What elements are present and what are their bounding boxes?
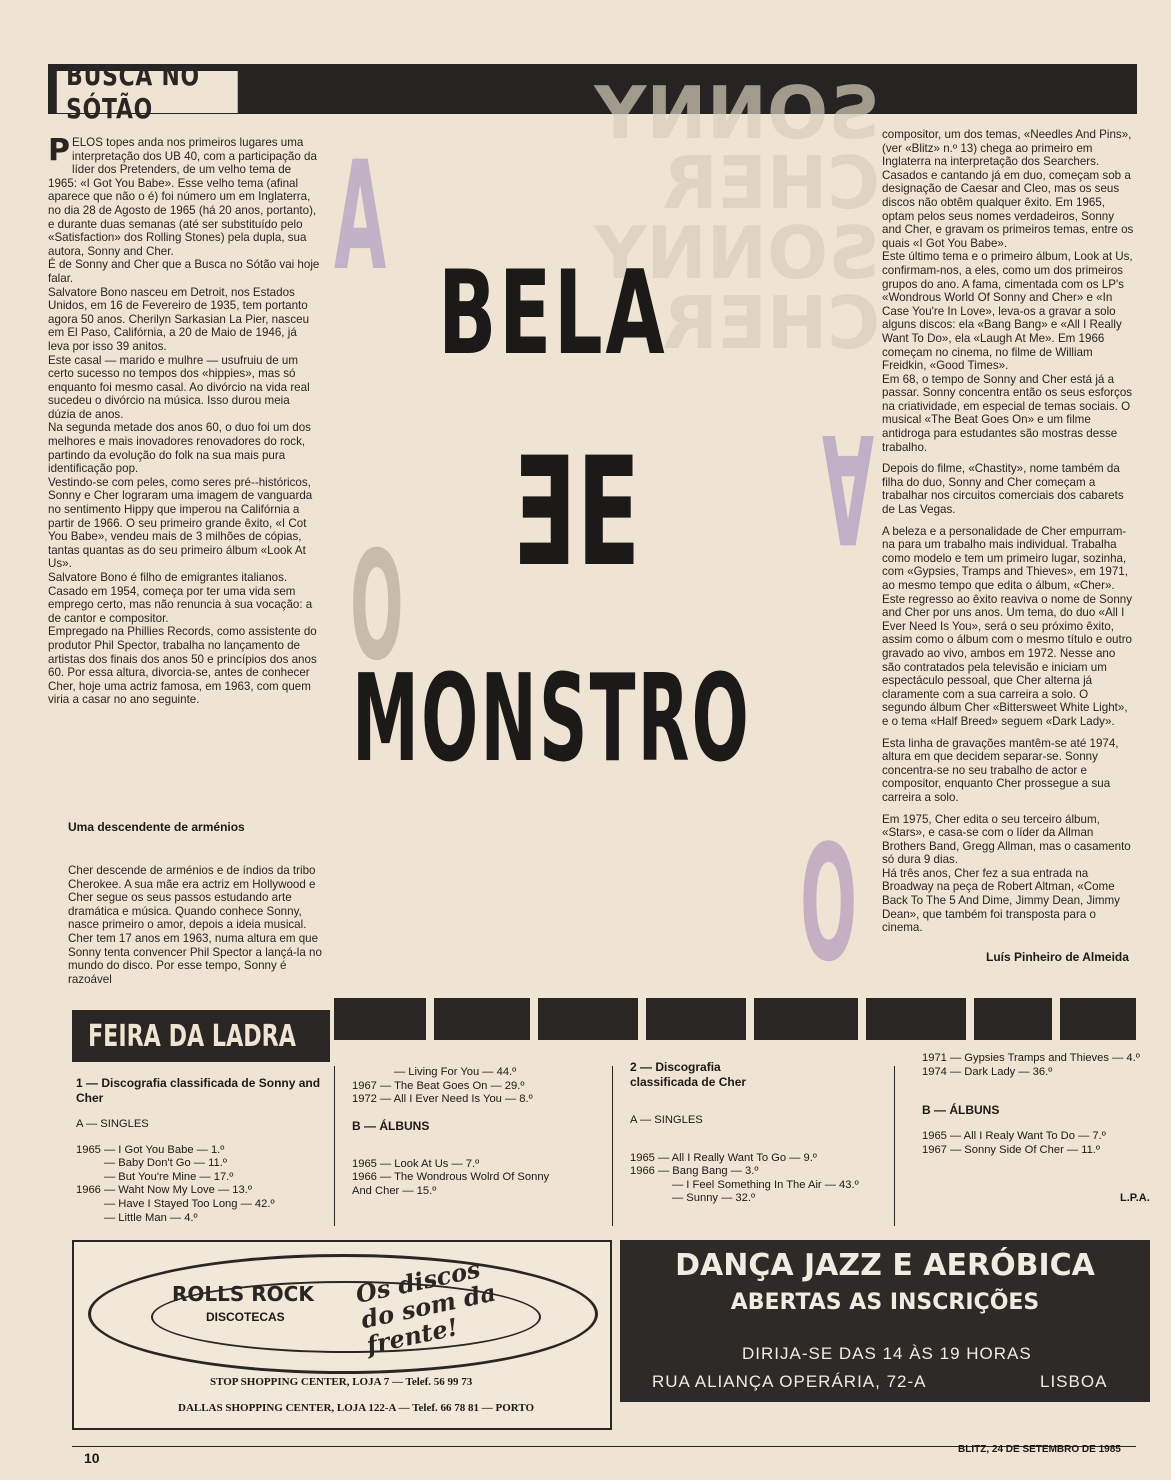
headline-monstro: MONSTRO [352,650,752,789]
discography-heading: 2 — Discografia classificada de Cher [630,1060,747,1089]
left-article-column [48,133,320,707]
discography-entry: 1972 — All I Ever Need Is You — 8.º [352,1093,533,1106]
paragraph: Salvatore Bono nasceu em Detroit, nos Estados Unidos, em 16 de Fevereiro de 1935, tem portanto agora 50 anos. Cherilyn Sarkasian La Pier, nasceu em El Paso, Califórnia, a 20 de Maio de 1946, já leva por isso 39 anitos. [48,285,310,353]
discography-column-4 [922,1052,1146,1157]
intro-paragraph [48,133,320,258]
dance-advert [620,1240,1150,1402]
paragraph: Este último tema e o primeiro álbum, Look at Us, confirmam-nos, a eles, como um dos primeiros grupos do ano. A fama, cimentada com os LP's «Wondrous World Of Sonny and Cher» e «In Case You're In Love», leva-os a gravar a solo alguns discos: ela «Bang Bang» e «All I Really Want To Do», ela «Laugh At Me». Em 1966 começam no cinema, no filme de William Freidkin, «Good Times». [882,250,1133,373]
ghost-letter-a-inverted: A [821,400,875,574]
discography-entry: — Little Man — 4.º [104,1211,198,1224]
discography-entry: 1965 — I Got You Babe — 1.º [76,1143,225,1156]
sub-article-text: Cher descende de arménios e de índios da tribo Cherokee. A sua mãe era actriz em Hollywood e Cher segue os seus passos estudando arte dramática e música. Quando conhece Sonny, nasce primeiro o amor, depois a ideia musical. Cher tem 17 anos em 1963, numa altura em que Sonny tenta convencer Phil Spector a lançá-la no mundo do disco. Por esse tempo, Sonny é razoável [68,864,322,986]
paragraph: A beleza e a personalidade de Cher empurram-na para um trabalho mais individual. Trabalha como modelo e tem um primeiro lugar, sozinha, com «Gypsies, Tramps and Thieves», em 1971, ao mesmo tempo que edita o álbum, «Cher». Este regresso ao êxito reaviva o nome de Sonny and Cher por uns anos. Um tema, do duo «All I Ever Need Is You», será o seu próximo êxito, assim como o álbum com o mesmo título e outro gravado ao vivo, ambos em 1972. Nesse ano são contratados pela televisão e iniciam um espectáculo pessoal, que Cher alterna já claramente com a sua carreira a solo. O segundo álbum Cher «Bittersweet White Light», e o tema «Half Breed» seguem «Dark Lady». [882,524,1133,728]
discography-column-3 [630,1060,890,1206]
ad-brand-subtitle: DISCOTECAS [206,1310,285,1324]
header-block [974,998,1052,1040]
discography-subheading: B — ÁLBUNS [352,1118,430,1133]
ghost-letter-o: O [350,520,404,694]
headline-e-e [512,426,642,600]
drop-cap: P [48,133,70,168]
ad-slogan: Os discos do som da frente! [353,1254,499,1360]
header-block [334,998,426,1040]
discography-entry: And Cher — 15.º [352,1184,437,1197]
ad-brand: ROLLS ROCK [172,1282,314,1306]
ad-address-2: DALLAS SHOPPING CENTER, LOJA 122-A — Telef. 66 78 81 — PORTO [178,1402,535,1414]
feira-signature: L.P.A. [1120,1192,1150,1204]
ghost-letter-a: A [334,130,387,304]
paragraph: Há três anos, Cher fez a sua entrada na Broadway na peça de Robert Altman, «Come Back To The 5 And Dime, Jimmy Dean, Jimmy Dean», que também foi transposta para o cinema. [882,866,1120,935]
discography-entry: 1966 — Waht Now My Love — 13.º [76,1184,252,1197]
paragraph: É de Sonny and Cher que a Busca no Sótão vai hoje falar. [48,258,320,285]
discography-entry: 1965 — All I Realy Want To Do — 7.º [922,1130,1106,1143]
discography-entry: — Living For You — 44.º [394,1066,517,1078]
ghost-letter-o-lower: O [800,810,858,997]
subheading: Uma descendente de arménios [68,820,245,834]
paragraph: Em 68, o tempo de Sonny and Cher está já a passar. Sonny concentra então os seus esforços na criatividade, em especial de temas sociais. O musical «The Beat Goes On» e um filme antidroga para estudantes são mostras desse trabalho. [882,372,1133,454]
show-through-text: SONNY CHER SONNY CHER [594,71,880,365]
paragraph: Casados e cantando já em duo, começam sob a designação de Caesar and Cleo, mas os seus discos não obtêm qualquer êxito. Em 1965, optam pelos seus nomes verdadeiros, Sonny and Cher, e gravam os primeiros temas, entre os quais «I Got You Babe». [882,168,1134,250]
paragraph: Este casal — marido e mulhre — usufruiu de um certo sucesso no tempos dos «hippies», mas só enquanto foi mesmo casal. Ao divórcio na vida real sucedeu o divórcio na música. Isso durou meia dúzia de anos. [48,353,310,421]
page-number: 10 [84,1450,100,1466]
section-title: BUSCA NO SÓTÃO [56,70,239,114]
discography-entry: 1974 — Dark Lady — 36.º [922,1065,1053,1078]
paragraph: Salvatore Bono é filho de emigrantes italianos. Casado em 1954, começa por ter uma vida sem emprego certo, mas não renuncia à sua vocação: a de cantor e compositor. [48,571,313,625]
column-divider [894,1066,895,1226]
discography-entry: — Baby Don't Go — 11.º [104,1157,227,1170]
discography-entry: 1966 — The Wondrous Wolrd Of Sonny [352,1171,550,1184]
header-block [754,998,858,1040]
discography-entry: 1967 — Sonny Side Of Cher — 11.º [922,1143,1100,1156]
discography-entry: — Have I Stayed Too Long — 42.º [104,1197,275,1210]
ad-title: DANÇA JAZZ E AERÓBICA [675,1248,1095,1283]
vinyl-record-icon [88,1254,598,1374]
paragraph: Vestindo-se com peles, como seres pré--históricos, Sonny e Cher lograram uma imagem de vanguarda no sentimento Hippy que imperou na Califórnia a partir de 1966. O seu primeiro grande êxito, «I Cot You Babe», vendeu mais de 3 milhões de cópias, tantas quantas as do seu primeiro álbum «Look At Us». [48,475,313,571]
discography-entry: 1967 — The Beat Goes On — 29.º [352,1079,525,1092]
feira-title-text: FEIRA DA LADRA [88,1018,296,1054]
discography-heading: 1 — Discografia classificada de Sonny and Cher [76,1076,321,1105]
column-divider [334,1066,335,1226]
discography-column-1 [76,1076,326,1225]
discography-subheading: A — SINGLES [76,1118,149,1130]
right-article-column [882,128,1134,935]
paragraph: Em 1975, Cher edita o seu terceiro álbum, «Stars», e casa-se com o líder da Allman Brothers Band, Gregg Allman, mas o casamento só dura 9 dias. [882,812,1131,867]
ad-city: LISBOA [1040,1372,1108,1391]
headline-mirrored-e: E [512,426,577,600]
author-byline: Luís Pinheiro de Almeida [986,950,1129,964]
paragraph: Empregado na Phillies Records, como assistente do produtor Phil Spector, trabalha no lançamento de artistas dos finais dos anos 50 e princípios dos anos 60. Por essa altura, divorcia-se, antes de conhecer Cher, hoje uma actriz famosa, em 1963, com quem viria a casar no ano seguinte. [48,625,317,707]
headline-bela: BELA [438,246,668,381]
discography-entry: — Sunny — 32.º [672,1192,756,1205]
header-block [538,998,638,1040]
ad-subtitle: ABERTAS AS INSCRIÇÕES [730,1290,1040,1315]
column-divider [612,1066,613,1226]
paragraph: Na segunda metade dos anos 60, o duo foi um dos melhores e mais inovadores renovadores do rock, partindo da evolução do folk na sua mais pura identificação pop. [48,421,311,476]
discography-entry: 1966 — Bang Bang — 3.º [630,1165,759,1178]
discography-subheading: B — ÁLBUNS [922,1103,1000,1118]
feira-section-title [72,1010,330,1062]
ad-address: RUA ALIANÇA OPERÁRIA, 72-A [652,1372,927,1391]
ad-address-1: STOP SHOPPING CENTER, LOJA 7 — Telef. 56 99 73 [210,1376,473,1388]
header-block [646,998,746,1040]
discography-entry: 1965 — All I Really Want To Go — 9.º [630,1151,817,1164]
header-block [434,998,530,1040]
ad-hours: DIRIJA-SE DAS 14 ÀS 19 HORAS [742,1344,1032,1363]
discography-entry: — I Feel Something In The Air — 43.º [672,1178,859,1191]
paragraph-text: ELOS topes anda nos primeiros lugares uma interpretação dos UB 40, com a participação da líder dos Pretenders, de um velho tema de 1965: «I Got You Babe». Esse velho tema (afinal aparece que não o é) foi número um em Inglaterra, no dia 28 de Agosto de 1965 (há 20 anos, portanto), e durante duas semanas (até ser substituído pelo «Satisfaction» dos Rolling Stones) pela dupla, sua autora, Sonny and Cher. [48,136,317,258]
discography-entry: 1971 — Gypsies Tramps and Thieves — 4.º [922,1052,1140,1064]
discography-column-2 [352,1066,608,1199]
discography-entry: 1965 — Look At Us — 7.º [352,1157,480,1170]
header-block [866,998,966,1040]
discography-entry: — But You're Mine — 17.º [104,1170,234,1183]
header-block [1060,998,1136,1040]
paragraph: compositor, um dos temas, «Needles And Pins», (ver «Blitz» n.º 13) chega ao primeiro em Inglaterra na interpretação dos Searchers. [882,128,1132,169]
publication-date: BLITZ, 24 DE SETEMBRO DE 1985 [958,1444,1121,1455]
paragraph: Depois do filme, «Chastity», nome também da filha do duo, Sonny and Cher começam a trabalhar nos circuitos comerciais dos cabarets de Las Vegas. [882,462,1124,517]
headline-e: E [576,426,642,600]
paragraph: Esta linha de gravações mantêm-se até 1974, altura em que decidem separar-se. Sonny concentra-se no seu trabalho de actor e compositor, enquanto Cher prossegue a sua carreira a solo. [882,736,1119,804]
discography-subheading: A — SINGLES [630,1114,703,1126]
